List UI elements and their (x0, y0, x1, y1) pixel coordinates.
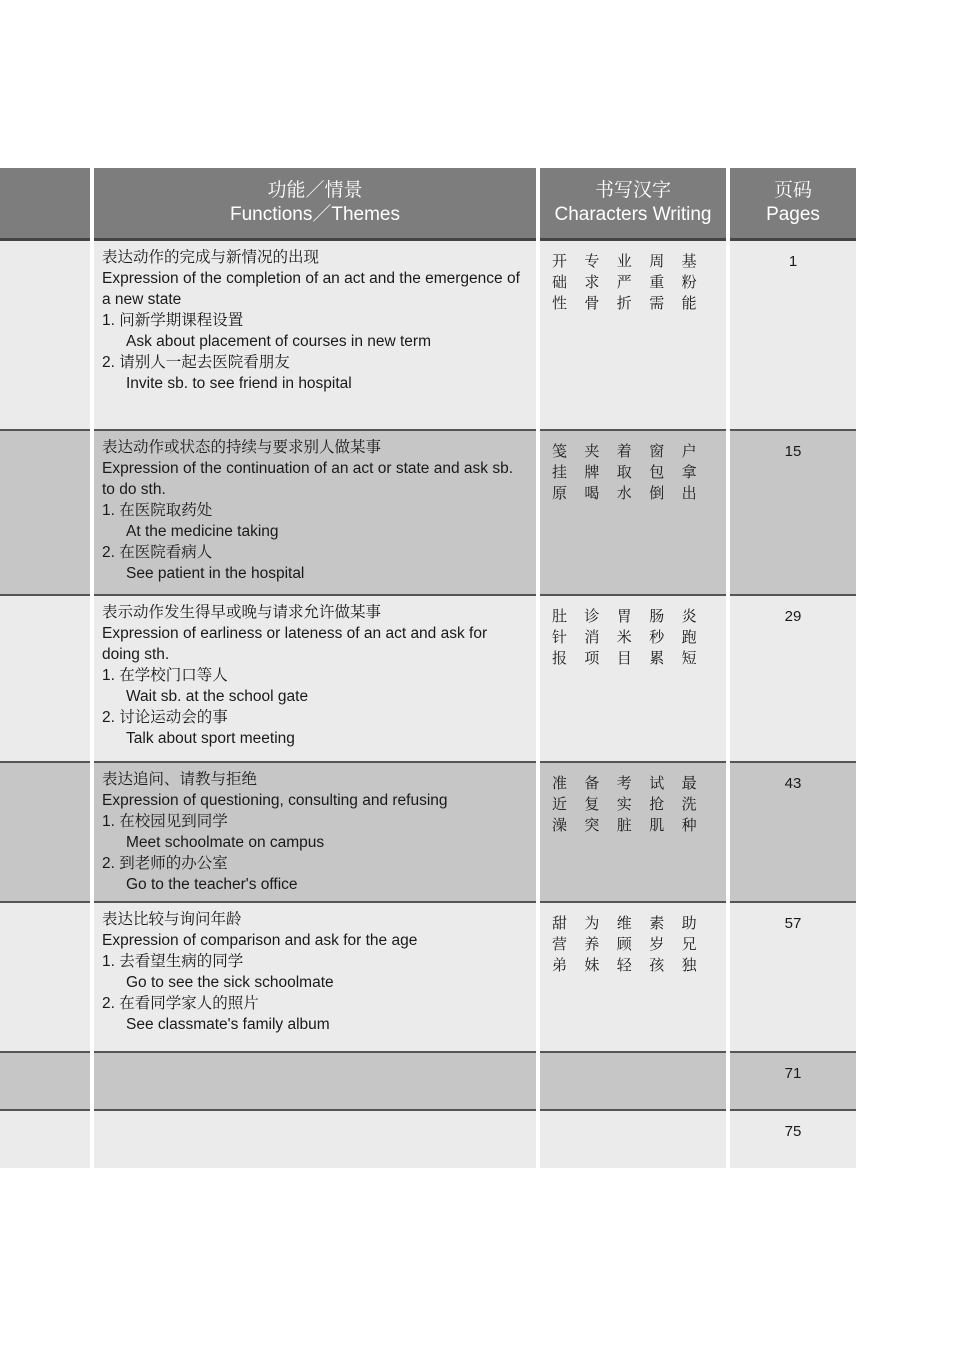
header-stub (0, 168, 92, 240)
characters-cell (538, 595, 728, 762)
character: 为 (584, 914, 600, 932)
character: 弟 (552, 956, 568, 974)
table-header (0, 168, 858, 240)
character: 米 (616, 628, 632, 646)
character: 岁 (649, 935, 665, 953)
scene-2-cn: 2. 讨论运动会的事 (102, 708, 228, 726)
header-functions-en: Functions／Themes (229, 204, 400, 225)
function-title-cn: 表达比较与询问年龄 (102, 910, 242, 928)
table-row (0, 1110, 858, 1168)
function-cell (92, 762, 538, 902)
character: 兄 (681, 935, 697, 953)
character: 水 (616, 484, 632, 502)
page-number: 29 (728, 595, 858, 762)
function-title-en: Expression of earliness or lateness of an act and ask for doing sth. (102, 624, 488, 663)
character: 消 (584, 628, 600, 646)
scene-2-en: Go to the teacher's office (126, 875, 298, 893)
character: 备 (584, 774, 600, 792)
scene-2-en: Invite sb. to see friend in hospital (126, 375, 352, 392)
function-title-cn: 表达动作的完成与新情况的出现 (102, 249, 320, 266)
page-number: 15 (728, 430, 858, 595)
row-stub (0, 240, 92, 430)
character: 专 (584, 253, 600, 270)
character: 夹 (584, 442, 600, 460)
contents-table (0, 168, 860, 1168)
scene-2-en: Talk about sport meeting (126, 729, 295, 747)
row-stub (0, 595, 92, 762)
character: 突 (584, 816, 600, 834)
scene-1-cn: 1. 在医院取药处 (102, 501, 213, 519)
character: 开 (552, 253, 568, 270)
character: 折 (616, 295, 632, 312)
scene-1-en: At the medicine taking (126, 522, 279, 540)
character: 笺 (552, 442, 568, 460)
page-number: 43 (728, 762, 858, 902)
scene-2-cn: 2. 请别人一起去医院看朋友 (102, 354, 290, 371)
scene-1-en: Go to see the sick schoolmate (126, 973, 334, 991)
character: 挂 (552, 463, 568, 481)
character: 肌 (649, 816, 665, 834)
character: 脏 (616, 816, 632, 834)
character: 粉 (681, 274, 697, 291)
function-cell (92, 240, 538, 430)
function-title-en: Expression of comparison and ask for the age (102, 931, 418, 949)
character: 养 (584, 935, 600, 953)
function-title-en: Expression of the completion of an act and the emergence of a new state (102, 270, 520, 308)
scene-1-en: Ask about placement of courses in new term (126, 333, 431, 350)
character: 能 (681, 295, 697, 312)
page-number: 75 (728, 1110, 858, 1168)
scene-2-cn: 2. 在看同学家人的照片 (102, 994, 259, 1012)
scene-1-cn: 1. 在学校门口等人 (102, 666, 228, 684)
scene-1-en: Wait sb. at the school gate (126, 687, 309, 705)
characters-cell (538, 902, 728, 1052)
character: 复 (584, 795, 600, 813)
header-pages (728, 168, 858, 240)
character: 顾 (616, 935, 632, 953)
character: 轻 (616, 956, 632, 974)
character: 出 (681, 484, 697, 502)
character: 求 (584, 274, 600, 291)
character: 种 (681, 816, 697, 834)
header-functions-cn: 功能／情景 (267, 180, 363, 201)
character: 考 (616, 774, 632, 792)
character: 倒 (649, 484, 665, 502)
table-row (0, 240, 858, 430)
table-row (0, 430, 858, 595)
function-title-cn: 表示动作发生得早或晚与请求允许做某事 (102, 603, 382, 621)
character: 妹 (584, 956, 600, 974)
character: 业 (616, 253, 632, 270)
character: 实 (616, 795, 632, 813)
characters-cell (538, 240, 728, 430)
table-row (0, 902, 858, 1052)
character: 肠 (649, 607, 665, 625)
scene-2-cn: 2. 在医院看病人 (102, 543, 213, 561)
character: 报 (552, 649, 568, 667)
characters-cell (538, 430, 728, 595)
table-row (0, 762, 858, 902)
function-title-cn: 表达追问、请教与拒绝 (102, 770, 258, 788)
character: 孩 (649, 956, 665, 974)
character: 针 (552, 628, 568, 646)
row-stub (0, 430, 92, 595)
character: 秒 (649, 628, 665, 646)
character: 累 (649, 649, 665, 667)
row-stub (0, 762, 92, 902)
scene-1-cn: 1. 问新学期课程设置 (102, 312, 244, 329)
character: 炎 (681, 607, 697, 625)
character: 取 (616, 463, 632, 481)
character: 拿 (681, 463, 697, 481)
character: 目 (616, 649, 632, 667)
table-row (0, 595, 858, 762)
function-title-en: Expression of questioning, consulting and refusing (102, 791, 448, 809)
character: 甜 (552, 914, 568, 932)
character: 胃 (616, 607, 632, 625)
character: 础 (552, 274, 568, 291)
row-stub (0, 902, 92, 1052)
header-chars-cn: 书写汉字 (594, 180, 671, 201)
header-pages-cn: 页码 (773, 180, 812, 201)
character: 窗 (649, 442, 665, 460)
scene-2-cn: 2. 到老师的办公室 (102, 854, 228, 872)
function-title-cn: 表达动作或状态的持续与要求别人做某事 (102, 438, 382, 456)
character: 牌 (584, 463, 600, 481)
character: 性 (552, 295, 568, 312)
page-number: 57 (728, 902, 858, 1052)
character: 洗 (681, 795, 697, 813)
character: 短 (681, 649, 697, 667)
header-characters (538, 168, 728, 240)
header-chars-en: Characters Writing (554, 204, 712, 225)
character: 骨 (584, 295, 600, 312)
function-cell (92, 595, 538, 762)
page-number: 1 (728, 240, 858, 430)
character: 户 (681, 442, 697, 460)
scene-2-en: See patient in the hospital (126, 564, 305, 582)
character: 维 (616, 914, 632, 932)
character: 素 (649, 914, 665, 932)
character: 营 (552, 935, 568, 953)
scene-2-en: See classmate's family album (126, 1015, 330, 1033)
character: 抢 (649, 795, 665, 813)
characters-cell (538, 762, 728, 902)
character: 基 (681, 253, 697, 270)
scene-1-cn: 1. 在校园见到同学 (102, 812, 228, 830)
character: 准 (552, 774, 568, 792)
scene-1-cn: 1. 去看望生病的同学 (102, 952, 244, 970)
character: 跑 (681, 628, 697, 646)
character: 最 (681, 774, 697, 792)
character: 原 (552, 484, 568, 502)
character: 近 (552, 795, 568, 813)
character: 包 (649, 463, 665, 481)
function-cell (92, 902, 538, 1052)
character: 澡 (552, 816, 568, 834)
function-cell (92, 430, 538, 595)
character: 周 (649, 253, 665, 270)
character: 独 (681, 956, 697, 974)
character: 重 (649, 274, 665, 291)
character: 助 (681, 914, 697, 932)
function-title-en: Expression of the continuation of an act or state and ask sb. to do sth. (102, 459, 513, 498)
character: 诊 (584, 607, 600, 625)
character: 项 (584, 649, 600, 667)
character: 喝 (584, 484, 600, 502)
page-number: 71 (728, 1052, 858, 1110)
scene-1-en: Meet schoolmate on campus (126, 833, 325, 851)
character: 严 (616, 274, 632, 291)
character: 需 (649, 295, 665, 312)
character: 试 (649, 774, 665, 792)
header-functions (92, 168, 538, 240)
character: 肚 (552, 607, 568, 625)
table-row (0, 1052, 858, 1110)
header-pages-en: Pages (766, 204, 820, 225)
character: 着 (616, 442, 632, 460)
